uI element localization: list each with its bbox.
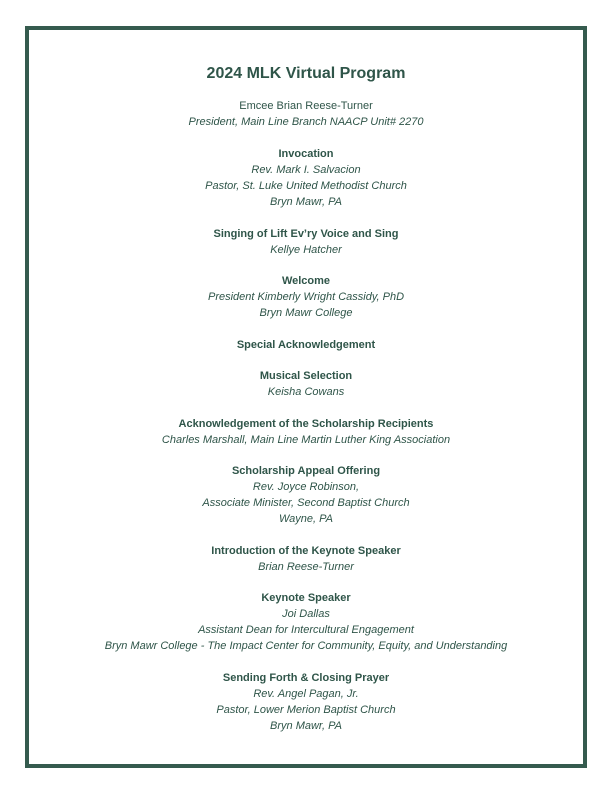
program-item-detail: Bryn Mawr, PA: [270, 719, 342, 732]
program-item-title: Sending Forth & Closing Prayer: [222, 671, 390, 684]
program-item-title: Keynote Speaker: [261, 592, 351, 604]
program-item: [29, 463, 583, 527]
program-item: [29, 273, 583, 321]
program-item-detail: Pastor, Lower Merion Baptist Church: [216, 703, 396, 716]
program-frame: [25, 26, 587, 768]
program-item: [29, 226, 583, 258]
program-item-detail: Bryn Mawr College: [259, 307, 353, 319]
program-item-detail: Associate Minister, Second Baptist Church: [202, 497, 410, 509]
program-item: [29, 543, 583, 575]
program-item-detail: Kellye Hatcher: [270, 243, 342, 256]
program-item-detail: Bryn Mawr College - The Impact Center for Community, Equity, and Understanding: [104, 640, 508, 652]
program-item: [29, 368, 583, 400]
program-title: 2024 MLK Virtual Program: [206, 65, 406, 82]
program-item: [29, 670, 583, 734]
emcee-role: President, Main Line Branch NAACP Unit# 2270: [188, 116, 424, 128]
emcee-block: [29, 98, 583, 130]
program-item-detail: Rev. Mark I. Salvacion: [251, 164, 361, 176]
program-item-detail: Brian Reese-Turner: [258, 560, 354, 573]
program-item-title: Musical Selection: [259, 370, 353, 382]
program-item-detail: Charles Marshall, Main Line Martin Luther King Association: [161, 433, 451, 446]
program-item-detail: Assistant Dean for Intercultural Engagement: [198, 624, 414, 636]
program-item-title: Scholarship Appeal Offering: [231, 465, 381, 477]
program-item-title: Acknowledgement of the Scholarship Recipients: [178, 417, 434, 430]
program-item-detail: Keisha Cowans: [267, 386, 345, 398]
program-item-detail: Pastor, St. Luke United Methodist Church: [205, 180, 407, 192]
program-item: [29, 416, 583, 448]
program-item: [29, 337, 583, 353]
program-item-title: Introduction of the Keynote Speaker: [211, 544, 401, 557]
program-item-title: Welcome: [281, 275, 331, 287]
program-item-detail: President Kimberly Wright Cassidy, PhD: [207, 291, 405, 303]
program-item-title: Invocation: [278, 148, 334, 160]
program-item: [29, 146, 583, 210]
program-item: [29, 590, 583, 654]
program-item-detail: Rev. Angel Pagan, Jr.: [253, 687, 359, 700]
program-item-title: Special Acknowledgement: [236, 338, 376, 351]
program-item-title: Singing of Lift Ev’ry Voice and Sing: [213, 227, 399, 240]
program-item-detail: Wayne, PA: [278, 513, 333, 525]
program-item-detail: Bryn Mawr, PA: [270, 196, 342, 208]
program-item-detail: Joi Dallas: [282, 608, 330, 620]
program-items: [29, 146, 583, 749]
program-item-detail: Rev. Joyce Robinson,: [252, 481, 360, 493]
emcee-name: Emcee Brian Reese-Turner: [239, 100, 373, 112]
